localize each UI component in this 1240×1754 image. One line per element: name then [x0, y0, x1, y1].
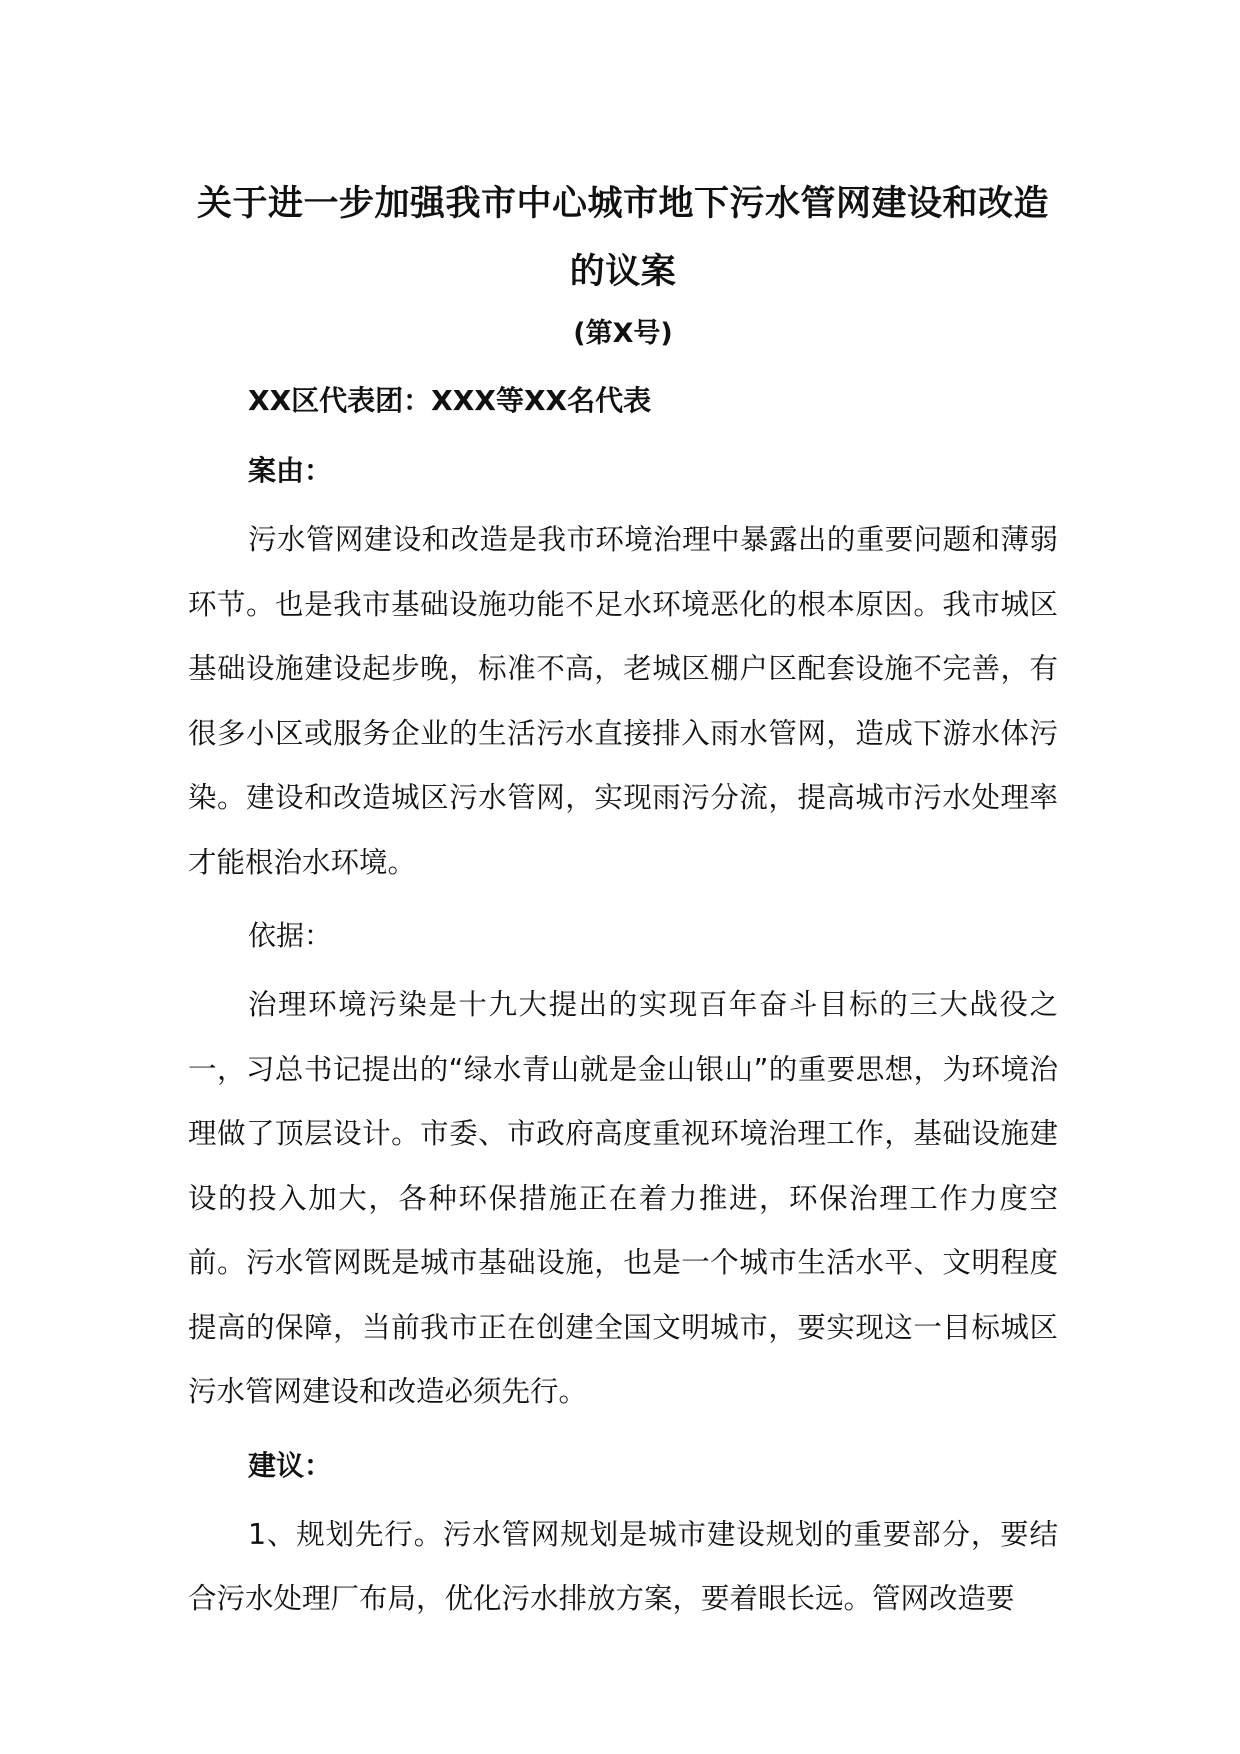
- document-title: 关于进一步加强我市中心城市地下污水管网建设和改造的议案: [196, 184, 1049, 292]
- reason-heading: 案由：: [248, 454, 333, 487]
- basis-heading: 依据：: [248, 919, 333, 952]
- reason-paragraph: 污水管网建设和改造是我市环境治理中暴露出的重要问题和薄弱环节。也是我市基础设施功能不足水环境恶化的根本原因。我市城区基础设施建设起步晚，标准不高，老城区棚户区配套设施不完善，有很多小区或服务企业的生活污水直接排入雨水管网，造成下游水体污染。建设和改造城区污水管网，实现雨污分流，提高城市污水处理率才能根治水环境。: [188, 523, 1058, 879]
- proposer-line: XX区代表团：XXX等XX名代表: [248, 384, 652, 417]
- document-body: [188, 170, 1058, 1632]
- suggestion-heading: 建议：: [248, 1448, 333, 1482]
- basis-paragraph: 治理环境污染是十九大提出的实现百年奋斗目标的三大战役之一，习总书记提出的“绿水青山就是金山银山”的重要思想，为环境治理做了顶层设计。市委、市政府高度重视环境治理工作，基础设施建设的投入加大，各种环保措施正在着力推进，环保治理工作力度空前。污水管网既是城市基础设施，也是一个城市生活水平、文明程度提高的保障，当前我市正在创建全国文明城市，要实现这一目标城区污水管网建设和改造必须先行。: [188, 988, 1058, 1408]
- suggestion-paragraph-1: 1、规划先行。污水管网规划是城市建设规划的重要部分，要结合污水处理厂布局，优化污水排放方案，要着眼长远。管网改造要: [188, 1517, 1058, 1615]
- document-number: (第X号): [573, 318, 673, 349]
